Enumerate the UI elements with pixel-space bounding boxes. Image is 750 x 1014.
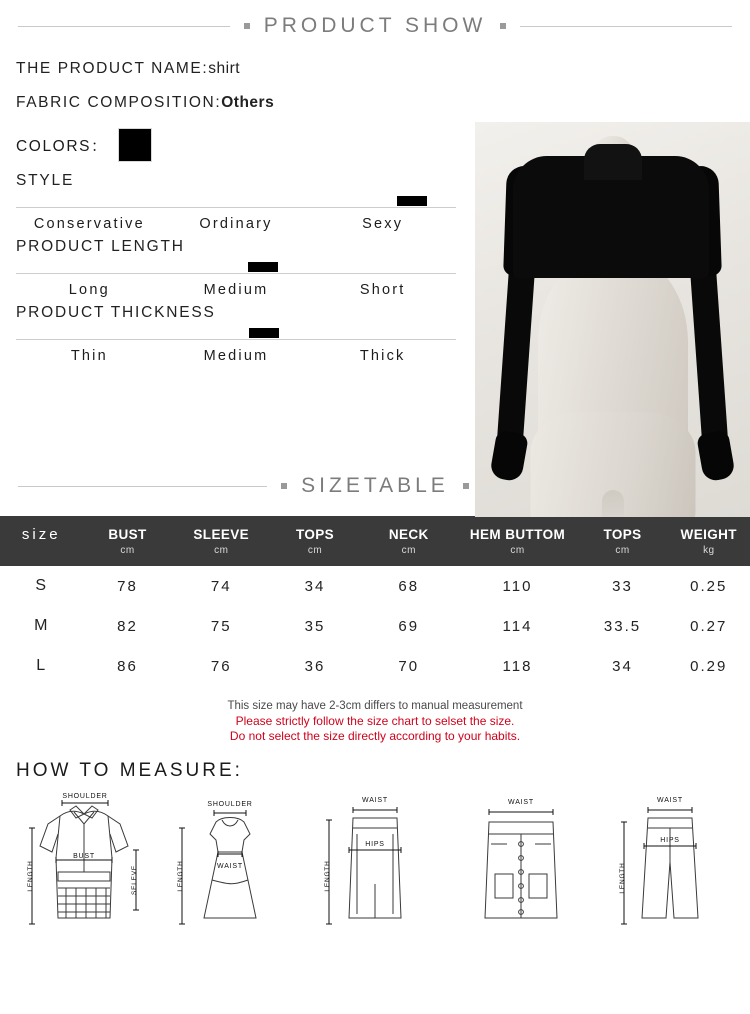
svg-text:WAIST: WAIST (217, 863, 243, 870)
size-table (0, 516, 750, 686)
cell-bust-l: 86 (83, 646, 173, 686)
cell-tops2-l: 34 (578, 646, 668, 686)
table-row (0, 606, 750, 646)
mannequin-stand (602, 490, 624, 517)
unit-sleeve: cm (173, 545, 271, 566)
col-header-bust: BUST (83, 516, 173, 545)
colors-row (16, 128, 456, 162)
unit-tops-2: cm (578, 545, 668, 566)
sizetable-title: SIZETABLE (301, 474, 449, 498)
length-option-short[interactable]: Short (309, 282, 456, 298)
measure-figures (0, 788, 750, 938)
cell-sleeve-l: 76 (173, 646, 271, 686)
svg-text:WAIST: WAIST (657, 797, 683, 804)
product-spec-list (16, 60, 456, 370)
cell-sleeve-s: 74 (173, 566, 271, 606)
header-rule-right (520, 26, 732, 27)
fabric-composition-label: FABRIC COMPOSITION: (16, 94, 221, 111)
svg-text:LENGTH: LENGTH (619, 862, 626, 893)
product-info-area (0, 60, 750, 450)
header-rule-left (18, 26, 230, 27)
length-option-long[interactable]: Long (16, 282, 163, 298)
manual-measurement-note: This size may have 2-3cm differs to manual measurement (0, 700, 750, 712)
length-selected-marker (248, 262, 278, 272)
unit-tops-1: cm (270, 545, 360, 566)
col-header-size: size (0, 516, 83, 545)
cell-hem-s: 110 (458, 566, 578, 606)
size-warning-line-1: Please strictly follow the size chart to selset the size. (0, 714, 750, 729)
cell-weight-l: 0.29 (668, 646, 750, 686)
product-show-header (0, 14, 750, 38)
measure-figure-skirt (309, 788, 441, 938)
col-header-tops-1: TOPS (270, 516, 360, 545)
unit-bust: cm (83, 545, 173, 566)
cell-bust-m: 82 (83, 606, 173, 646)
measure-figure-mini-skirt (455, 788, 587, 938)
svg-text:SHOULDER: SHOULDER (207, 801, 252, 808)
cell-tops1-l: 36 (270, 646, 360, 686)
how-to-measure-title: HOW TO MEASURE: (16, 760, 750, 782)
table-row (0, 566, 750, 606)
style-title: STYLE (16, 172, 456, 190)
garment-turtleneck-collar (584, 144, 642, 180)
product-name-value: shirt (208, 60, 240, 77)
thickness-choices (16, 348, 456, 364)
unit-hem-buttom: cm (458, 545, 578, 566)
svg-text:SHOULDER: SHOULDER (62, 793, 107, 800)
thickness-title: PRODUCT THICKNESS (16, 304, 456, 322)
cell-bust-s: 78 (83, 566, 173, 606)
size-table-header-row (0, 516, 750, 545)
sizetable-rule-left (18, 486, 267, 487)
unit-weight: kg (668, 545, 750, 566)
style-bar (16, 196, 456, 210)
svg-text:SELEVE: SELEVE (131, 865, 138, 895)
col-header-tops-2: TOPS (578, 516, 668, 545)
cell-weight-m: 0.27 (668, 606, 750, 646)
cell-size-m: M (0, 606, 83, 646)
cell-size-s: S (0, 566, 83, 606)
header-square-left-icon (244, 23, 250, 29)
col-header-sleeve: SLEEVE (173, 516, 271, 545)
cell-neck-l: 70 (360, 646, 458, 686)
style-option-ordinary[interactable]: Ordinary (163, 216, 310, 232)
size-warning-note (0, 714, 750, 744)
svg-text:BUST: BUST (73, 853, 95, 860)
product-name-label: THE PRODUCT NAME: (16, 60, 208, 77)
length-choices (16, 282, 456, 298)
style-option-group (16, 172, 456, 232)
measure-figure-shirt (18, 788, 150, 938)
header-square-right-icon (500, 23, 506, 29)
cell-weight-s: 0.25 (668, 566, 750, 606)
svg-text:HIPS: HIPS (365, 841, 385, 848)
cell-tops2-s: 33 (578, 566, 668, 606)
length-bar (16, 262, 456, 276)
thickness-selected-marker (249, 328, 279, 338)
size-warning-line-2: Do not select the size directly according to your habits. (0, 729, 750, 744)
length-option-group (16, 238, 456, 298)
style-option-sexy[interactable]: Sexy (309, 216, 456, 232)
svg-text:WAIST: WAIST (508, 799, 534, 806)
fabric-composition-value: Others (221, 94, 274, 111)
cell-neck-m: 69 (360, 606, 458, 646)
size-table-units-row (0, 545, 750, 566)
svg-text:LENGTH: LENGTH (27, 860, 34, 891)
colors-label: COLORS： (16, 134, 108, 156)
unit-size (0, 545, 83, 566)
thickness-option-thick[interactable]: Thick (309, 348, 456, 364)
col-header-neck: NECK (360, 516, 458, 545)
col-header-weight: WEIGHT (668, 516, 750, 545)
style-option-conservative[interactable]: Conservative (16, 216, 163, 232)
length-rule (16, 273, 456, 274)
svg-text:HIPS: HIPS (660, 837, 680, 844)
product-name-row (16, 60, 456, 78)
unit-neck: cm (360, 545, 458, 566)
style-selected-marker (397, 196, 427, 206)
length-title: PRODUCT LENGTH (16, 238, 456, 256)
svg-text:LENGTH: LENGTH (177, 860, 184, 891)
svg-text:WAIST: WAIST (362, 797, 388, 804)
cell-hem-l: 118 (458, 646, 578, 686)
length-option-medium[interactable]: Medium (163, 282, 310, 298)
style-choices (16, 216, 456, 232)
col-header-hem-buttom: HEM BUTTOM (458, 516, 578, 545)
thickness-option-group (16, 304, 456, 364)
cell-tops1-s: 34 (270, 566, 360, 606)
product-photo (475, 122, 750, 517)
style-rule (16, 207, 456, 208)
sizetable-square-left-icon (281, 483, 287, 489)
cell-tops1-m: 35 (270, 606, 360, 646)
table-row (0, 646, 750, 686)
cell-hem-m: 114 (458, 606, 578, 646)
cell-sleeve-m: 75 (173, 606, 271, 646)
fabric-composition-row (16, 94, 456, 112)
measure-figure-dress (164, 788, 296, 938)
measure-figure-pants (600, 788, 732, 938)
cell-neck-s: 68 (360, 566, 458, 606)
color-swatch-black[interactable] (118, 128, 152, 162)
thickness-option-medium[interactable]: Medium (163, 348, 310, 364)
cell-tops2-m: 33.5 (578, 606, 668, 646)
page-title: PRODUCT SHOW (264, 14, 487, 38)
thickness-option-thin[interactable]: Thin (16, 348, 163, 364)
thickness-bar (16, 328, 456, 342)
sizetable-square-right-icon (463, 483, 469, 489)
svg-text:LENGTH: LENGTH (324, 860, 331, 891)
thickness-rule (16, 339, 456, 340)
cell-size-l: L (0, 646, 83, 686)
